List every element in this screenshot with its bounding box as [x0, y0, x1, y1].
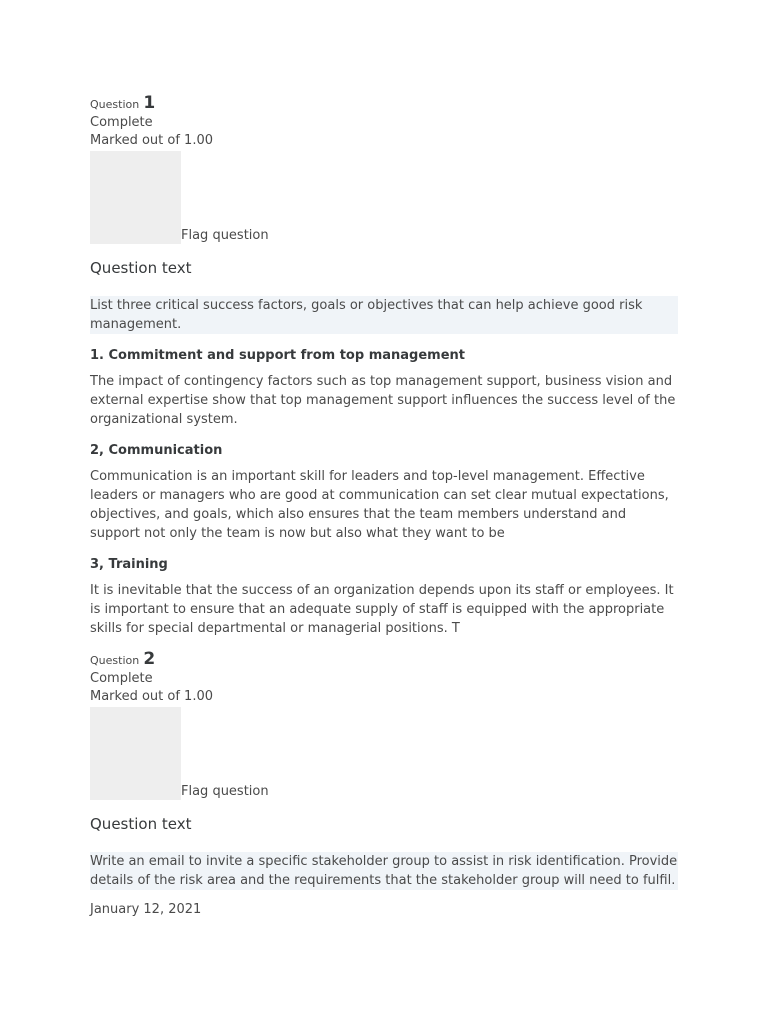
question-number: 2	[143, 649, 156, 669]
answer-heading: 3, Training	[90, 557, 168, 572]
question-state: Complete	[90, 115, 153, 130]
answer-paragraph: It is inevitable that the success of an organization depends upon its staff or employees. It is important to ensure that an adequate supply of staff is equipped with the appropriate skills for special departmental or managerial positions. T	[90, 583, 674, 636]
question-text-heading: Question text	[90, 259, 192, 277]
question-label: Question	[90, 654, 140, 667]
flag-icon[interactable]	[90, 707, 181, 800]
question-text-heading: Question text	[90, 815, 192, 833]
question-prompt: List three critical success factors, goals or objectives that can help achieve good risk management.	[90, 296, 678, 334]
question-label: Question	[90, 98, 140, 111]
flag-icon[interactable]	[90, 151, 181, 244]
flag-question-label[interactable]: Flag question	[181, 784, 269, 799]
question-grade: Marked out of 1.00	[90, 689, 214, 704]
question-grade: Marked out of 1.00	[90, 133, 214, 148]
question-1	[90, 94, 678, 638]
answer-paragraph: The impact of contingency factors such as top management support, business vision and external expertise show that top management support influences the success level of the organizational system.	[90, 374, 676, 427]
flag-question-link[interactable]	[90, 707, 678, 800]
question-2	[90, 650, 678, 919]
question-number: 1	[143, 93, 156, 113]
answer-paragraph: Communication is an important skill for leaders and top-level management. Effective leaders or managers who are good at communication can set clear mutual expectations, objectives, and goals, which also ensures that the team members understand and support not only the team is now but also what they want to be	[90, 469, 669, 541]
answer-heading: 1. Commitment and support from top management	[90, 348, 465, 363]
question-header	[90, 94, 678, 114]
answer-heading: 2, Communication	[90, 443, 223, 458]
flag-question-link[interactable]	[90, 151, 678, 244]
answer-date: January 12, 2021	[90, 902, 202, 917]
flag-question-label[interactable]: Flag question	[181, 228, 269, 243]
question-prompt: Write an email to invite a specific stakeholder group to assist in risk identification. Provide details of the risk area and the requirements that the stakeholder group will need to fulfil.	[90, 854, 678, 888]
question-header	[90, 650, 678, 670]
quiz-review-page	[90, 94, 678, 919]
question-state: Complete	[90, 671, 153, 686]
